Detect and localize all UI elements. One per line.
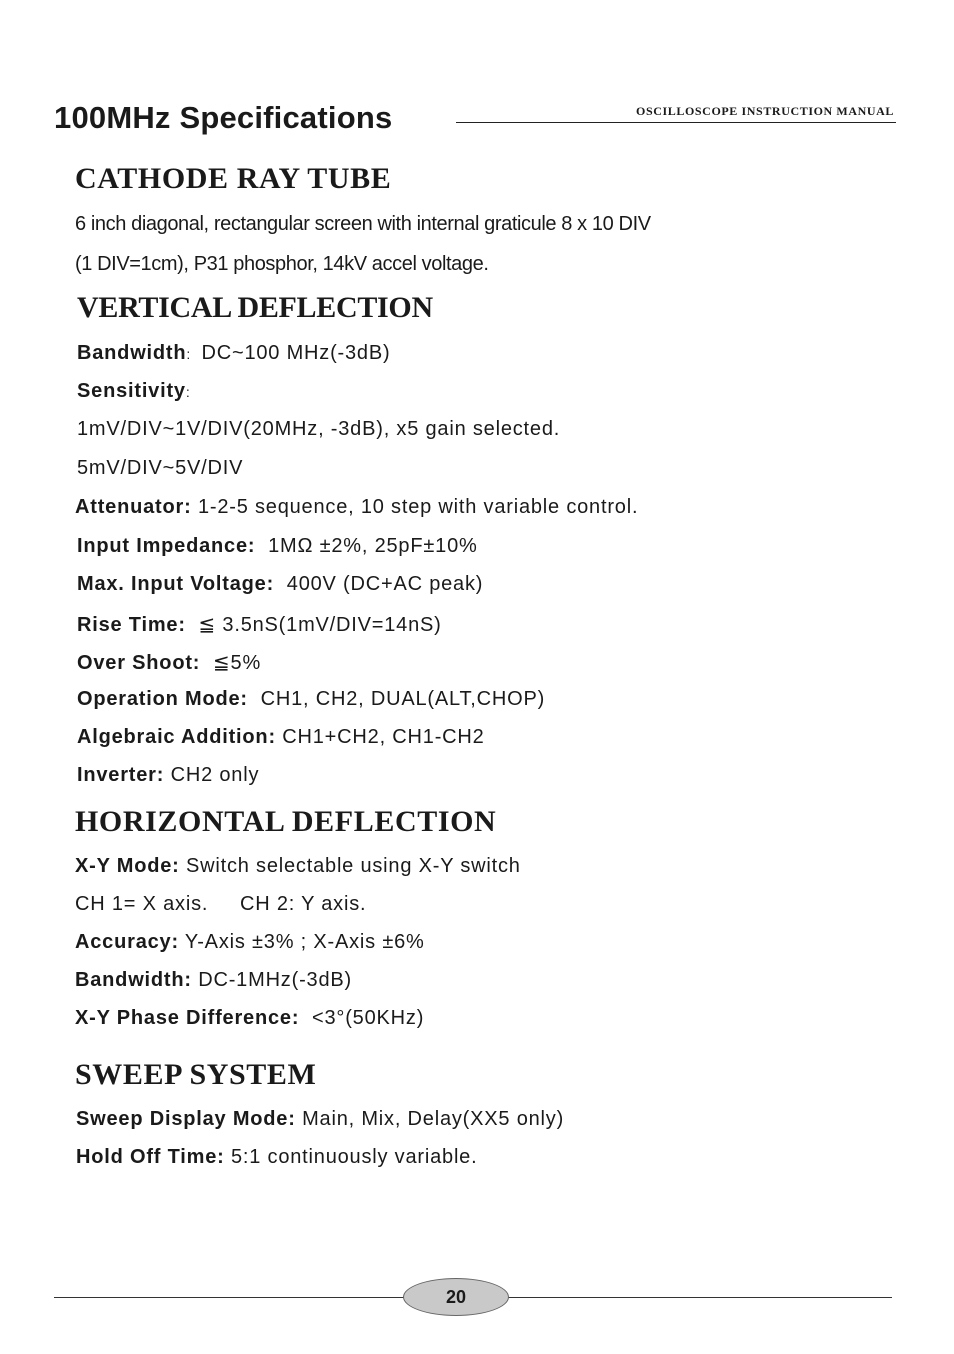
title-divider bbox=[456, 122, 896, 123]
spec-label: Sweep Display Mode: bbox=[76, 1108, 296, 1130]
spec-max-input-voltage bbox=[77, 573, 483, 596]
crt-line-2: (1 DIV=1cm), P31 phosphor, 14kV accel voltage. bbox=[75, 253, 489, 275]
spec-accuracy bbox=[75, 931, 425, 954]
section-heading-sweep-system: SWEEP SYSTEM bbox=[75, 1058, 317, 1091]
spec-rise-time bbox=[77, 612, 442, 637]
spec-label: Algebraic Addition: bbox=[77, 726, 276, 748]
spec-value: DC-1MHz(-3dB) bbox=[198, 969, 352, 991]
manual-label: OSCILLOSCOPE INSTRUCTION MANUAL bbox=[636, 104, 894, 118]
spec-value: 1MΩ ±2%, 25pF±10% bbox=[268, 535, 478, 557]
spec-value: Main, Mix, Delay(XX5 only) bbox=[302, 1108, 565, 1130]
spec-label: Operation Mode: bbox=[77, 688, 248, 710]
spec-label: Sensitivity bbox=[77, 380, 186, 402]
spec-label: Inverter: bbox=[77, 764, 165, 786]
spec-value: <3°(50KHz) bbox=[312, 1007, 425, 1029]
section-heading-horizontal-deflection: HORIZONTAL DEFLECTION bbox=[75, 805, 497, 838]
spec-value: 1-2-5 sequence, 10 step with variable control. bbox=[197, 496, 639, 518]
spec-separator: : bbox=[185, 384, 191, 400]
sensitivity-line-2: 5mV/DIV~5V/DIV bbox=[77, 457, 244, 479]
spec-label: Max. Input Voltage: bbox=[77, 573, 275, 595]
spec-label: Input Impedance: bbox=[77, 535, 256, 557]
spec-label: Bandwidth bbox=[77, 342, 187, 364]
spec-value: CH1+CH2, CH1-CH2 bbox=[282, 726, 485, 748]
section-heading-cathode-ray-tube: CATHODE RAY TUBE bbox=[75, 162, 392, 195]
spec-label: X-Y Mode: bbox=[75, 855, 180, 877]
spec-xy-phase-difference bbox=[75, 1007, 424, 1030]
spec-sensitivity bbox=[77, 380, 195, 403]
spec-value: Switch selectable using X-Y switch bbox=[185, 855, 521, 877]
spec-value: DC~100 MHz(-3dB) bbox=[201, 342, 391, 364]
sensitivity-line-1: 1mV/DIV~1V/DIV(20MHz, -3dB), x5 gain selected. bbox=[77, 418, 561, 440]
spec-value: CH2 only bbox=[170, 764, 260, 786]
spec-value: 5:1 continuously variable. bbox=[230, 1146, 478, 1168]
page-title: 100MHz Specifications bbox=[54, 100, 393, 135]
spec-hold-off-time bbox=[76, 1146, 477, 1169]
spec-bandwidth-vertical bbox=[77, 342, 390, 365]
spec-label: Bandwidth: bbox=[75, 969, 192, 991]
spec-attenuator bbox=[75, 496, 638, 519]
spec-label: Rise Time: bbox=[77, 614, 186, 636]
spec-inverter bbox=[77, 764, 259, 787]
axes-line: CH 1= X axis. CH 2: Y axis. bbox=[75, 893, 367, 915]
page-number-badge: 20 bbox=[403, 1278, 509, 1316]
spec-label: Hold Off Time: bbox=[76, 1146, 225, 1168]
spec-algebraic-addition bbox=[77, 726, 485, 749]
spec-label: Accuracy: bbox=[75, 931, 179, 953]
spec-label: Over Shoot: bbox=[77, 652, 201, 674]
spec-value: 400V (DC+AC peak) bbox=[286, 573, 484, 595]
spec-value: ≦5% bbox=[212, 652, 262, 674]
spec-value: Y-Axis ±3% ; X-Axis ±6% bbox=[184, 931, 425, 953]
spec-operation-mode bbox=[77, 688, 545, 711]
spec-value: ≦ 3.5nS(1mV/DIV=14nS) bbox=[198, 614, 442, 636]
spec-sweep-display-mode bbox=[76, 1108, 564, 1131]
spec-over-shoot bbox=[77, 650, 261, 675]
spec-input-impedance bbox=[77, 535, 478, 558]
crt-line-1: 6 inch diagonal, rectangular screen with internal graticule 8 x 10 DIV bbox=[75, 213, 651, 235]
spec-xy-mode bbox=[75, 855, 521, 878]
section-heading-vertical-deflection: VERTICAL DEFLECTION bbox=[77, 291, 433, 324]
spec-value: CH1, CH2, DUAL(ALT,CHOP) bbox=[260, 688, 546, 710]
spec-label: X-Y Phase Difference: bbox=[75, 1007, 300, 1029]
spec-label: Attenuator: bbox=[75, 496, 192, 518]
spec-bandwidth-horizontal bbox=[75, 969, 352, 992]
spec-separator: : bbox=[186, 346, 192, 362]
